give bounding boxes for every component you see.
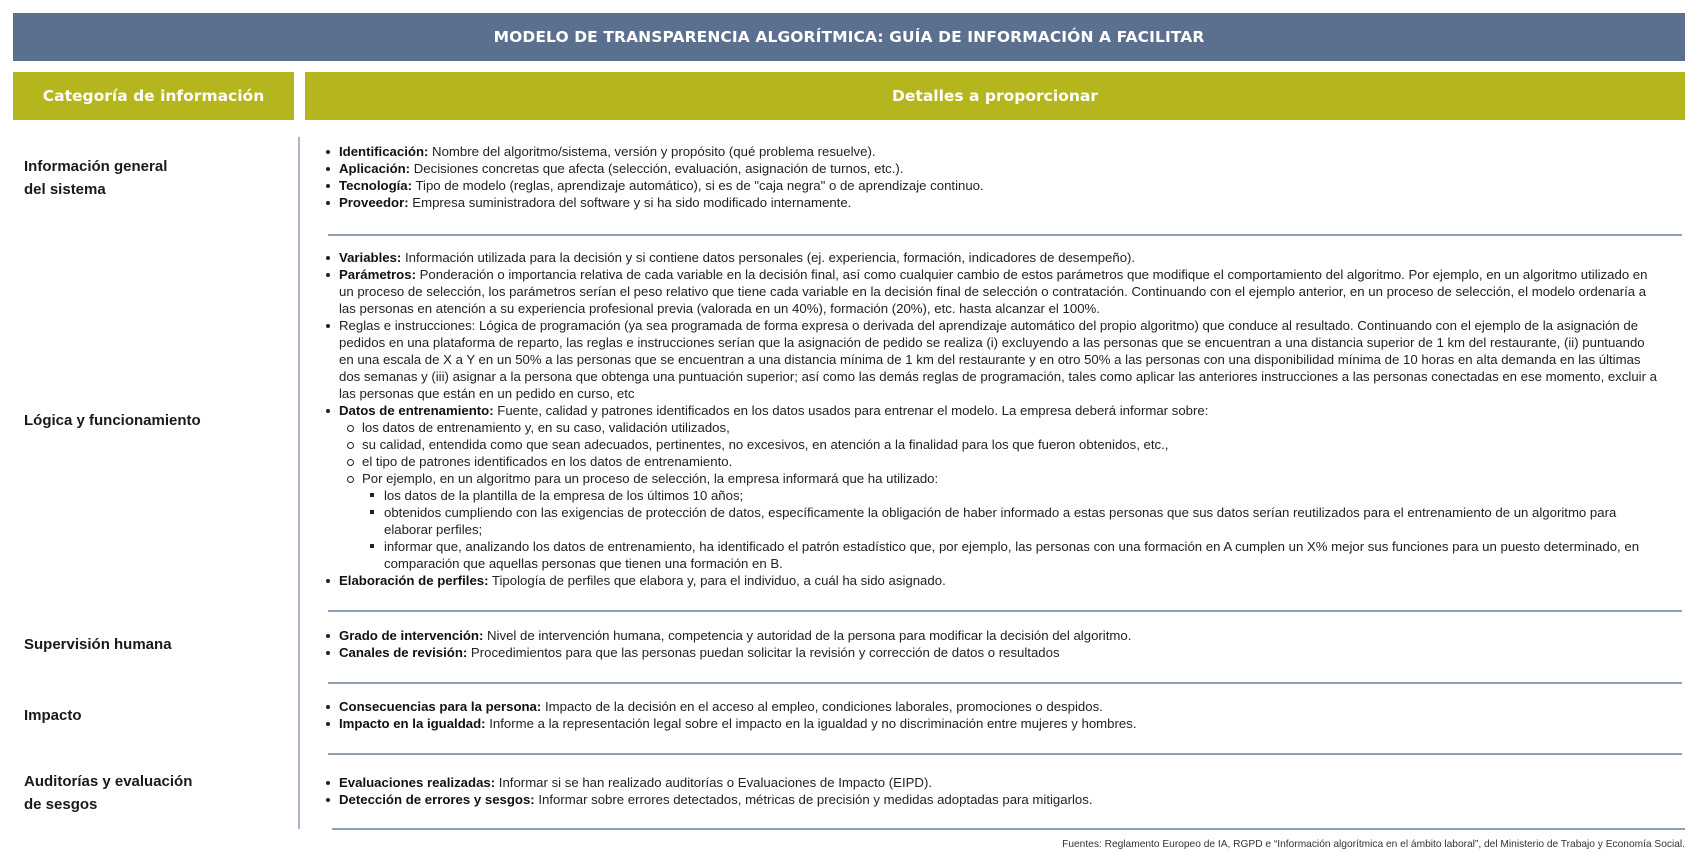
list-item	[322, 402, 1662, 419]
item-label: Grado de intervención:	[339, 628, 484, 643]
list-item	[322, 715, 1662, 732]
section-divider	[332, 828, 1685, 830]
list-item	[322, 266, 1662, 317]
item-text: Nivel de intervención humana, competencia y autoridad de la persona para modificar la decisión del algoritmo.	[483, 628, 1132, 643]
item-text: Fuente, calidad y patrones identificados en los datos usados para entrenar el modelo. La empresa deberá informar sobre:	[493, 403, 1209, 418]
item-label: Impacto en la igualdad:	[339, 716, 486, 731]
category-audits	[24, 770, 192, 816]
list-item	[322, 317, 1662, 402]
category-label-line: Impacto	[24, 707, 82, 724]
item-text: Nombre del algoritmo/sistema, versión y propósito (qué problema resuelve).	[428, 144, 876, 159]
list-item	[322, 143, 1662, 160]
item-text: Decisiones concretas que afecta (selección, evaluación, asignación de turnos, etc.).	[410, 161, 904, 176]
sub-list-item: su calidad, entendida como que sean adecuados, pertinentes, no excesivos, en atención a la finalidad para los que fueron obtenidos, etc.,	[322, 436, 1662, 453]
sub-sub-list-item: obtenidos cumpliendo con las exigencias de protección de datos, específicamente la obligación de haber informado a estas personas que sus datos serían reutilizados para el entrenamiento de un algoritmo para elaborar perfiles;	[322, 504, 1662, 538]
item-text: Reglas e instrucciones: Lógica de programación (ya sea programada de forma expresa o derivada del aprendizaje automático del propio algoritmo) que conduce al resultado. Continuando con el ejemplo de la asignación de pedidos en una plataforma de reparto, las reglas e instrucciones serían que la asignación de pedido se realiza (i) excluyendo a las personas que se encuentran a una distancia superior de 1 km del restaurante, (ii) puntuando en una escala de X a Y en un 50% a las personas que se encuentran a una distancia mínima de 1 km del restaurante y en otro 50% a las personas con una disponibilidad mínima de 10 horas en alta demanda en las últimas dos semanas y (iii) asignar a la persona que obtenga una puntuación superior; así como las demás reglas de programación, tales como aplicar las anteriores instrucciones a las personas conectadas en ese momento, excluir a las personas que están en un pedido en curso, etc	[339, 318, 1658, 401]
column-header-details: Detalles a proporcionar	[305, 72, 1685, 120]
item-text: Empresa suministradora del software y si ha sido modificado internamente.	[408, 195, 852, 210]
category-logic	[24, 409, 201, 432]
sub-sub-list-item: informar que, analizando los datos de entrenamiento, ha identificado el patrón estadístico que, por ejemplo, las personas con una formación en A cumplen un X% mejor sus funciones para un puesto determinado, en comparación que aquellas personas que tienen una formación en B.	[322, 538, 1662, 572]
category-label-line: Auditorías y evaluación	[24, 773, 193, 790]
details-impact	[322, 698, 1662, 732]
item-label: Datos de entrenamiento:	[339, 403, 494, 418]
column-divider	[298, 137, 300, 829]
item-label: Consecuencias para la persona:	[339, 699, 542, 714]
category-human-oversight	[24, 633, 172, 656]
section-divider	[328, 610, 1682, 612]
details-logic	[322, 249, 1662, 589]
sub-list-item: Por ejemplo, en un algoritmo para un proceso de selección, la empresa informará que ha utilizado:	[322, 470, 1662, 487]
item-text: Ponderación o importancia relativa de cada variable en la decisión final, así como cualquier cambio de estos parámetros que modifique el comportamiento del algoritmo. Por ejemplo, en un algoritmo utilizado en un proceso de selección, los parámetros serían el peso relativo que tiene cada variable en la decisión final de selección o contratación. Continuando con el ejemplo anterior, en un proceso de selección, el modelo ordenaría a las personas en atención a su experiencia profesional previa (valorada en un 40%), formación (20%), etc. hasta alcanzar el 100%.	[339, 267, 1648, 316]
item-label: Identificación:	[339, 144, 429, 159]
category-label-line: Supervisión humana	[24, 636, 172, 653]
item-label: Proveedor:	[339, 195, 409, 210]
list-item	[322, 194, 1662, 211]
list-item	[322, 644, 1662, 661]
sources-footnote: Fuentes: Reglamento Europeo de IA, RGPD e “Información algorítmica en el ámbito laboral”, del Ministerio de Trabajo y Economía Social.	[1062, 839, 1685, 850]
item-label: Evaluaciones realizadas:	[339, 775, 496, 790]
list-item	[322, 572, 1662, 589]
list-item	[322, 177, 1662, 194]
category-label-line: Información general	[24, 158, 168, 175]
list-item	[322, 698, 1662, 715]
section-divider	[328, 234, 1682, 236]
item-label: Variables:	[339, 250, 402, 265]
category-label-line: del sistema	[24, 181, 106, 198]
item-label: Parámetros:	[339, 267, 416, 282]
item-label: Detección de errores y sesgos:	[339, 792, 535, 807]
category-label-line: de sesgos	[24, 796, 98, 813]
sub-list-item: los datos de entrenamiento y, en su caso, validación utilizados,	[322, 419, 1662, 436]
item-text: Procedimientos para que las personas puedan solicitar la revisión y corrección de datos o resultados	[467, 645, 1060, 660]
list-item	[322, 627, 1662, 644]
item-text: Tipo de modelo (reglas, aprendizaje automático), si es de "caja negra" o de aprendizaje continuo.	[412, 178, 984, 193]
details-human-oversight	[322, 627, 1662, 661]
sub-list-item: el tipo de patrones identificados en los datos de entrenamiento.	[322, 453, 1662, 470]
item-text: Informar sobre errores detectados, métricas de precisión y medidas adoptadas para mitigarlos.	[534, 792, 1093, 807]
sub-sub-list-item: los datos de la plantilla de la empresa de los últimos 10 años;	[322, 487, 1662, 504]
list-item	[322, 249, 1662, 266]
item-text: Impacto de la decisión en el acceso al empleo, condiciones laborales, promociones o despidos.	[541, 699, 1103, 714]
category-general-info	[24, 155, 167, 201]
category-label-line: Lógica y funcionamiento	[24, 412, 201, 429]
details-general-info	[322, 143, 1662, 211]
category-impact	[24, 704, 82, 727]
list-item	[322, 160, 1662, 177]
item-text: Informe a la representación legal sobre el impacto en la igualdad y no discriminación entre mujeres y hombres.	[485, 716, 1137, 731]
section-divider	[328, 753, 1682, 755]
item-label: Elaboración de perfiles:	[339, 573, 489, 588]
item-label: Tecnología:	[339, 178, 413, 193]
item-text: Información utilizada para la decisión y si contiene datos personales (ej. experiencia, formación, indicadores de desempeño).	[401, 250, 1136, 265]
details-audits	[322, 774, 1662, 808]
item-label: Canales de revisión:	[339, 645, 468, 660]
page-title: MODELO DE TRANSPARENCIA ALGORÍTMICA: GUÍA DE INFORMACIÓN A FACILITAR	[13, 13, 1685, 61]
column-header-category: Categoría de información	[13, 72, 294, 120]
item-text: Informar si se han realizado auditorías o Evaluaciones de Impacto (EIPD).	[495, 775, 933, 790]
item-label: Aplicación:	[339, 161, 411, 176]
list-item	[322, 791, 1662, 808]
item-text: Tipología de perfiles que elabora y, para el individuo, a cuál ha sido asignado.	[488, 573, 946, 588]
section-divider	[328, 682, 1682, 684]
list-item	[322, 774, 1662, 791]
